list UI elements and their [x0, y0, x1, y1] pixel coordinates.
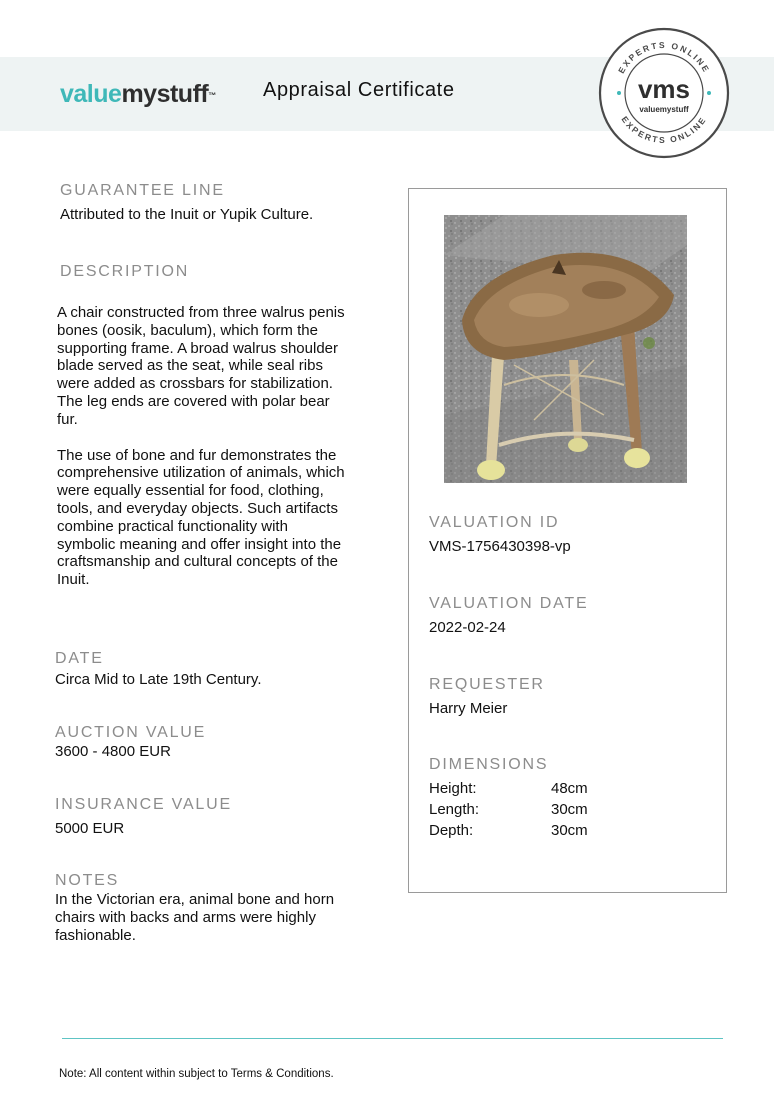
seal-monogram: vms — [637, 74, 691, 104]
dimension-key: Height: — [429, 780, 477, 797]
insurance-value: 5000 EUR — [55, 820, 125, 837]
seal-ring-bottom: EXPERTS ONLINE — [619, 114, 709, 146]
item-photo — [444, 215, 687, 483]
description-paragraph-2: The use of bone and fur demonstrates the comprehensive utilization of animals, which were equally essential for food, clothing, tools, and everyday objects. Such artifacts combine practical functionality with symbolic meaning and offer insight into the craftsmanship and cultural concepts of the Inuit. — [57, 446, 345, 589]
logo-part-value: value — [60, 80, 122, 108]
valuation-date-label: VALUATION DATE — [429, 595, 589, 612]
dimension-key: Length: — [429, 801, 480, 818]
document-title: Appraisal Certificate — [263, 79, 455, 101]
notes-label: NOTES — [55, 872, 120, 889]
auction-value-label: AUCTION VALUE — [55, 724, 207, 741]
experts-online-seal-icon — [597, 26, 731, 160]
valuation-date-value: 2022-02-24 — [429, 619, 506, 636]
description-text — [57, 304, 349, 607]
notes-value: In the Victorian era, animal bone and horn chairs with backs and arms were highly fashionable. — [55, 891, 335, 944]
insurance-value-label: INSURANCE VALUE — [55, 796, 232, 813]
description-label: DESCRIPTION — [60, 263, 190, 280]
valuemystuff-logo — [60, 80, 216, 108]
dimension-value: 48cm — [551, 780, 588, 797]
description-paragraph-1: A chair constructed from three walrus penis bones (oosik, baculum), which form the supporting frame. A broad walrus shoulder blade served as the seat, while seal ribs were added as crossbars for stabilization. The leg ends are covered with polar bear fur. — [57, 304, 345, 428]
footer-divider — [62, 1038, 723, 1039]
valuation-id-value: VMS-1756430398-vp — [429, 538, 571, 555]
terms-note: Note: All content within subject to Terms & Conditions. — [59, 1068, 334, 1080]
dimension-value: 30cm — [551, 801, 588, 818]
valuation-id-label: VALUATION ID — [429, 514, 560, 531]
logo-part-mystuff: mystuff — [121, 80, 209, 108]
dimension-key: Depth: — [429, 822, 474, 839]
date-value: Circa Mid to Late 19th Century. — [55, 671, 262, 688]
requester-label: REQUESTER — [429, 676, 545, 693]
logo-trademark: ™ — [208, 91, 216, 100]
guarantee-line-label: GUARANTEE LINE — [60, 182, 225, 199]
dimensions-label: DIMENSIONS — [429, 756, 549, 773]
requester-value: Harry Meier — [429, 700, 508, 717]
guarantee-line-value: Attributed to the Inuit or Yupik Culture. — [60, 206, 314, 223]
date-label: DATE — [55, 650, 104, 667]
seal-brand: valuemystuff — [639, 105, 689, 114]
auction-value: 3600 - 4800 EUR — [55, 743, 171, 760]
dimension-row-depth — [429, 822, 588, 840]
dimension-row-height — [429, 780, 588, 798]
seal-ring-top: EXPERTS ONLINE — [616, 39, 712, 76]
dimension-row-length — [429, 801, 588, 819]
dimension-value: 30cm — [551, 822, 588, 839]
